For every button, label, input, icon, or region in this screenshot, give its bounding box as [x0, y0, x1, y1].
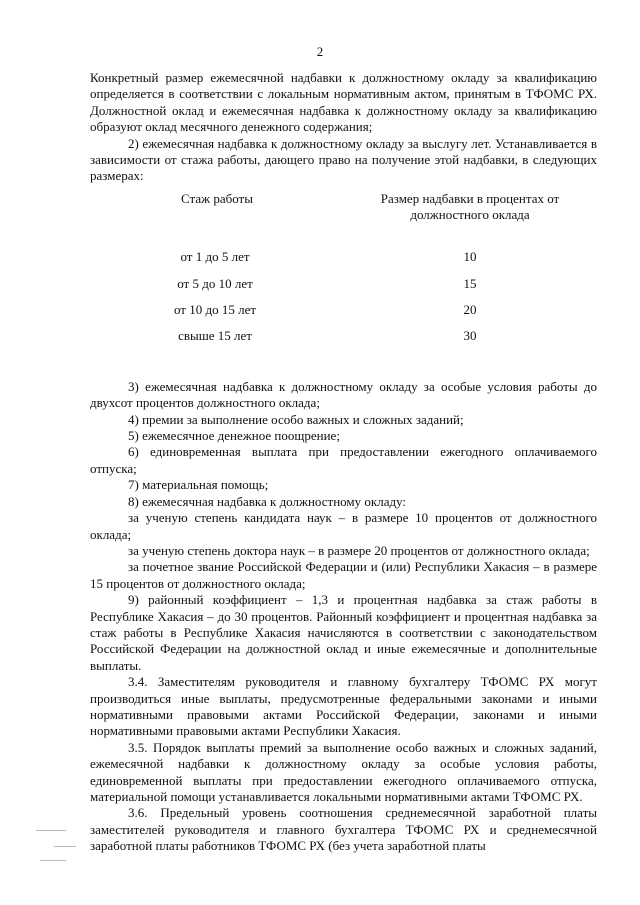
table-row-percent: 30	[463, 327, 477, 343]
paragraph-candidate-degree: за ученую степень кандидата наук – в размере 10 процентов от должностного оклада;	[90, 510, 597, 542]
table-header-percent: Размер надбавки в процентах от должностного оклада	[380, 190, 560, 222]
table-row-percent: 20	[463, 301, 477, 317]
paragraph-allowance: 8) ежемесячная надбавка к должностному окладу:	[128, 493, 407, 509]
table-header-experience: Стаж работы	[181, 190, 253, 206]
table-row-period: от 10 до 15 лет	[173, 301, 257, 317]
paragraph-3-5: 3.5. Порядок выплаты премий за выполнение особо важных и сложных заданий, ежемесячной надбавки к должностному окладу за особые условия работы, единовременной выплаты при предоставлении ежегодного оплачиваемого отпуска, материальной помощи устанавливается локальными нормативными актами ТФОМС РХ.	[90, 739, 597, 804]
table-row-percent: 15	[463, 275, 477, 291]
paragraph-3-6: 3.6. Предельный уровень соотношения среднемесячной заработной платы заместителей руководителя и главного бухгалтера ТФОМС РХ и среднемесячной заработной платы работников ТФОМС РХ (без учета заработной платы	[90, 805, 597, 854]
paragraph-doctor-degree: за ученую степень доктора наук – в размере 20 процентов от должностного оклада;	[128, 542, 590, 558]
table-row-percent: 10	[463, 248, 477, 264]
paragraph-3-4: 3.4. Заместителям руководителя и главному бухгалтеру ТФОМС РХ могут производиться иные выплаты, предусмотренные федеральными законами и иными нормативными правовыми актами Российской Федерации, законами и иными нормативными правовыми актами Республики Хакасия.	[90, 674, 597, 739]
paragraph-material-aid: 7) материальная помощь;	[128, 477, 269, 493]
paragraph-regional-coefficient: 9) районный коэффициент – 1,3 и процентная надбавка за стаж работы в Республике Хакасия – до 30 процентов. Районный коэффициент и процентная надбавка за стаж работы в Республике Хакасия начисляются в соответствии с законодательством Российской Федерации на должностной оклад и иные ежемесячные и дополнительные выплаты.	[90, 592, 597, 673]
scan-artifact	[36, 826, 76, 876]
document-body	[90, 70, 597, 855]
paragraph-qualification: Конкретный размер ежемесячной надбавки к должностному окладу за квалификацию определяется в соответствии с локальным нормативным актом, принятым в ТФОМС РХ. Должностной оклад и ежемесячная надбавка к должностному окладу за квалификацию образуют оклад месячного денежного содержания;	[90, 70, 597, 135]
table-row-period: свыше 15 лет	[178, 327, 252, 343]
paragraph-honorary-title: за почетное звание Российской Федерации и (или) Республики Хакасия – в размере 15 процентов от должностного оклада;	[90, 559, 597, 591]
seniority-table	[90, 187, 597, 379]
paragraph-incentive: 5) ежемесячное денежное поощрение;	[128, 428, 340, 444]
paragraph-special-conditions: 3) ежемесячная надбавка к должностному окладу за особые условия работы до двухсот процентов должностного оклада;	[90, 378, 597, 411]
table-row-period: от 1 до 5 лет	[180, 248, 250, 264]
paragraph-seniority: 2) ежемесячная надбавка к должностному окладу за выслугу лет. Устанавливается в зависимости от стажа работы, дающего право на получение этой надбавки, в следующих размерах:	[90, 135, 597, 184]
table-row-period: от 5 до 10 лет	[177, 275, 253, 291]
paragraph-bonuses: 4) премии за выполнение особо важных и сложных заданий;	[128, 411, 464, 427]
paragraph-vacation-payment: 6) единовременная выплата при предоставлении ежегодного оплачиваемого отпуска;	[90, 444, 597, 476]
page-number: 2	[316, 44, 324, 59]
